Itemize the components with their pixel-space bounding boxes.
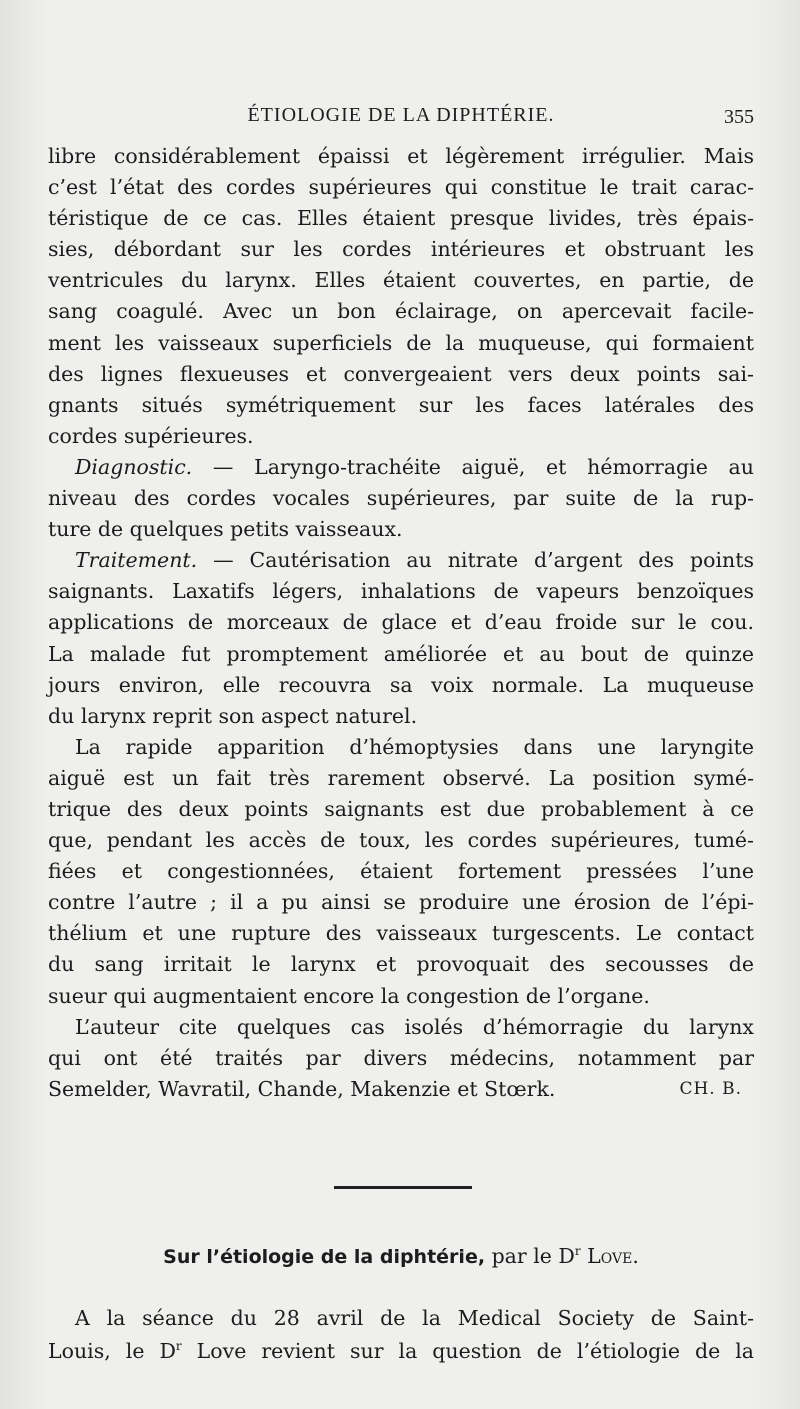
- text-line: jours environ, elle recouvra sa voix normale. La muqueuse: [48, 672, 754, 697]
- text-line: gnants situés symétriquement sur les faces latérales des: [48, 392, 754, 417]
- text-line: du larynx reprit son aspect naturel.: [48, 703, 418, 728]
- text-line: c’est l’état des cordes supérieures qui constitue le trait carac-: [48, 175, 754, 200]
- section-divider: [334, 1186, 472, 1189]
- article-body: [48, 141, 754, 1105]
- section-title-by: par le D: [485, 1244, 575, 1268]
- author-signature: CH. B.: [679, 1078, 742, 1099]
- text-line: cordes supérieures.: [48, 423, 254, 448]
- section-title-sup: r: [574, 1244, 581, 1259]
- section-title-main: Sur l’étiologie de la diphtérie,: [163, 1246, 486, 1268]
- text-line: saignants. Laxatifs légers, inhalations de vapeurs benzoïques: [48, 579, 754, 604]
- traitement-text: — Cautérisation au nitrate d’argent des points: [197, 548, 754, 573]
- text-line: applications de morceaux de glace et d’eau froide sur le cou.: [48, 610, 754, 635]
- text-line: niveau des cordes vocales supérieures, par suite de la rup-: [48, 486, 754, 511]
- text-line: sang coagulé. Avec un bon éclairage, on apercevait facile-: [48, 299, 754, 324]
- text-line: qui ont été traités par divers médecins, notamment par: [48, 1045, 754, 1070]
- text-line: La rapide apparition d’hémoptysies dans une laryngite: [75, 734, 754, 759]
- running-head-title: ÉTIOLOGIE DE LA DIPHTÉRIE.: [247, 104, 555, 126]
- text-line: sueur qui augmentaient encore la congestion de l’organe.: [48, 983, 650, 1008]
- diagnostic-text: — Laryngo-trachéite aiguë, et hémorragie au: [192, 454, 754, 479]
- section-title-author: Love.: [580, 1244, 639, 1268]
- running-head: [48, 104, 754, 134]
- text-line: thélium et une rupture des vaisseaux turgescents. Le contact: [48, 921, 754, 946]
- text-line: ventricules du larynx. Elles étaient couvertes, en partie, de: [48, 268, 754, 293]
- text-line: L’auteur cite quelques cas isolés d’hémorragie du larynx: [75, 1014, 754, 1039]
- text-line: libre considérablement épaissi et légèrement irrégulier. Mais: [48, 144, 754, 168]
- text-line: sies, débordant sur les cordes intérieures et obstruant les: [48, 237, 754, 262]
- text-line: ture de quelques petits vaisseaux.: [48, 517, 403, 542]
- text-line: trique des deux points saignants est due probablement à ce: [48, 796, 754, 821]
- superscript: r: [175, 1339, 182, 1354]
- text-fragment: Love revient sur la question de l’étiologie de la: [181, 1339, 754, 1363]
- text-line: fiées et congestionnées, étaient fortement pressées l’une: [48, 859, 754, 884]
- text-line: Semelder, Wavratil, Chande, Makenzie et Stœrk.: [48, 1076, 556, 1101]
- text-line-with-sup: [48, 1335, 754, 1368]
- diagnostic-line: [48, 452, 754, 483]
- traitement-label: Traitement.: [75, 548, 198, 573]
- page-number: 355: [724, 106, 754, 128]
- text-line: que, pendant les accès de toux, les cordes supérieures, tumé-: [48, 828, 754, 853]
- text-line: La malade fut promptement améliorée et au bout de quinze: [48, 641, 754, 666]
- text-line: du sang irritait le larynx et provoquait des secousses de: [48, 952, 754, 977]
- text-fragment: Louis, le D: [48, 1339, 176, 1363]
- section-title: [48, 1244, 754, 1268]
- text-line: des lignes flexueuses et convergeaient vers deux points sai-: [48, 361, 754, 386]
- text-line: A la séance du 28 avril de la Medical Society de Saint-: [75, 1306, 754, 1330]
- section-body: [48, 1302, 754, 1368]
- text-line: contre l’autre ; il a pu ainsi se produire une érosion de l’épi-: [48, 890, 754, 915]
- text-line: aiguë est un fait très rarement observé. La position symé-: [48, 765, 754, 790]
- traitement-line: [48, 545, 754, 576]
- text-line: ment les vaisseaux superficiels de la muqueuse, qui formaient: [48, 330, 754, 355]
- closing-line: [48, 1074, 754, 1105]
- diagnostic-label: Diagnostic.: [75, 454, 193, 479]
- text-line: téristique de ce cas. Elles étaient presque livides, très épais-: [48, 206, 754, 231]
